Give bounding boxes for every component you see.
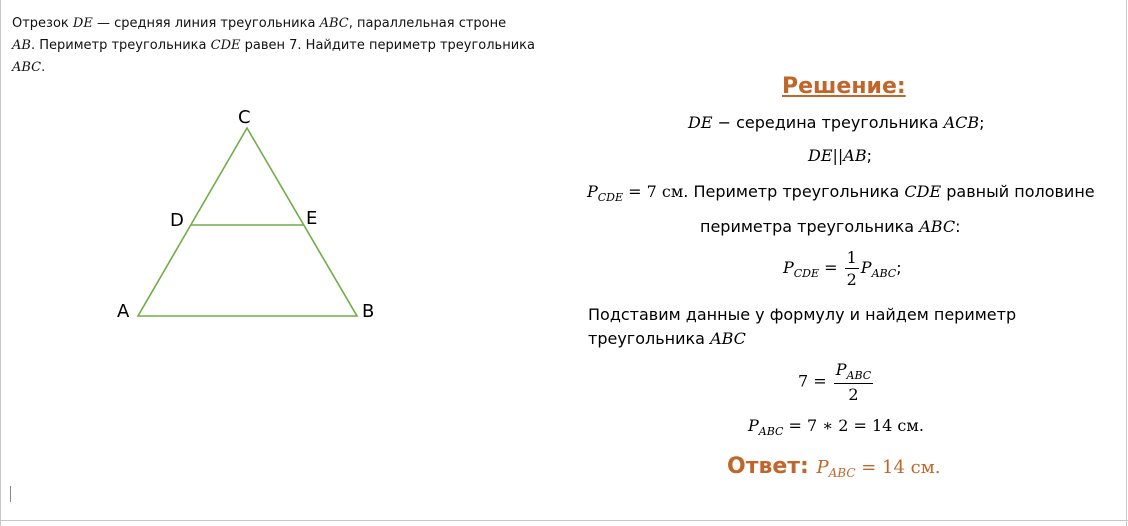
- solution-line-1: [688, 113, 985, 132]
- math-p: P: [587, 182, 598, 201]
- solution-text: ;: [896, 258, 902, 277]
- problem-text: — средняя линия треугольника: [92, 16, 320, 31]
- math-subscript: ABC: [846, 369, 872, 382]
- answer-line: [727, 454, 941, 480]
- solution-text: . Периметр треугольника: [683, 182, 905, 201]
- fraction-denominator: 2: [846, 270, 857, 289]
- math-equation: = 7 см: [623, 182, 684, 201]
- solution-text: равный половине: [941, 182, 1095, 201]
- problem-statement: [12, 13, 572, 79]
- text-cursor: [10, 486, 11, 502]
- fraction-one-half: [845, 248, 859, 289]
- problem-text: . Периметр треугольника: [30, 38, 211, 53]
- solution-text: − середина треугольника: [712, 113, 944, 132]
- problem-line-2: [12, 35, 572, 79]
- math-subscript: ABC: [871, 267, 897, 280]
- math-subscript: CDE: [793, 267, 820, 280]
- math-p: P: [816, 457, 829, 478]
- problem-text: равен 7. Найдите периметр треугольника: [240, 38, 535, 53]
- math-equation: = 7 ∗ 2 = 14 см.: [783, 416, 924, 435]
- answer-value: = 14 см.: [855, 457, 941, 478]
- solution-line-7: [588, 329, 746, 348]
- triangle-abc: ABC: [12, 60, 42, 75]
- solution-text: ;: [866, 146, 872, 165]
- vertex-label-b: B: [362, 301, 375, 322]
- problem-line-1: [12, 13, 572, 35]
- answer-label: Ответ:: [727, 454, 817, 479]
- math-acb: ACB: [943, 113, 980, 132]
- math-cde: CDE: [904, 182, 942, 201]
- parallel-symbol: ||: [832, 146, 844, 165]
- solution-text: периметра треугольника: [700, 217, 920, 236]
- problem-text: .: [41, 60, 46, 75]
- vertex-label-a: A: [117, 301, 130, 322]
- problem-text: Отрезок: [12, 16, 73, 31]
- frame-right-border: [1126, 0, 1127, 526]
- math-de: DE: [688, 113, 713, 132]
- math-subscript: ABC: [758, 425, 784, 438]
- math-abc: ABC: [710, 329, 746, 348]
- segment-de: DE: [72, 16, 93, 31]
- fraction-pabc-over-2: [834, 360, 873, 404]
- fraction-denominator: 2: [848, 385, 859, 404]
- frame-bottom-border: [0, 520, 1128, 521]
- problem-text: , параллельная строне: [348, 16, 507, 31]
- triangle-cde: CDE: [210, 38, 241, 53]
- fraction-numerator: 1: [846, 248, 857, 267]
- math-p: P: [783, 258, 794, 277]
- math-de: DE: [808, 146, 833, 165]
- solution-text: треугольника: [588, 329, 711, 348]
- math-subscript: CDE: [597, 191, 624, 204]
- triangle-diagram: [100, 100, 400, 330]
- frame-left-border: [0, 0, 1, 526]
- solution-line-3: [587, 182, 1095, 204]
- math-subscript: ABC: [828, 466, 856, 480]
- vertex-label-e: E: [306, 208, 318, 229]
- math-p: P: [860, 258, 872, 277]
- math-equals: =: [819, 258, 843, 277]
- fraction-numerator: [834, 360, 873, 384]
- math-lhs: 7 =: [798, 371, 832, 391]
- vertex-label-c: C: [238, 107, 251, 128]
- math-ab: AB: [843, 146, 867, 165]
- triangle-abc: ABC: [319, 16, 349, 31]
- solution-line-6: Подставим данные у формулу и найдем периметр: [588, 305, 1017, 324]
- solution-line-2: [808, 146, 872, 165]
- math-abc: ABC: [919, 217, 956, 236]
- solution-line-9: [748, 416, 924, 438]
- solution-line-5-formula: [783, 248, 902, 289]
- segment-ab: AB: [12, 38, 31, 53]
- solution-line-8-formula: [798, 360, 875, 404]
- solution-text: :: [955, 217, 961, 236]
- solution-line-4: [700, 217, 960, 236]
- math-p: P: [835, 360, 847, 379]
- solution-text: ;: [979, 113, 985, 132]
- math-p: P: [748, 416, 759, 435]
- solution-heading: Решение:: [782, 74, 906, 99]
- vertex-label-d: D: [170, 210, 184, 231]
